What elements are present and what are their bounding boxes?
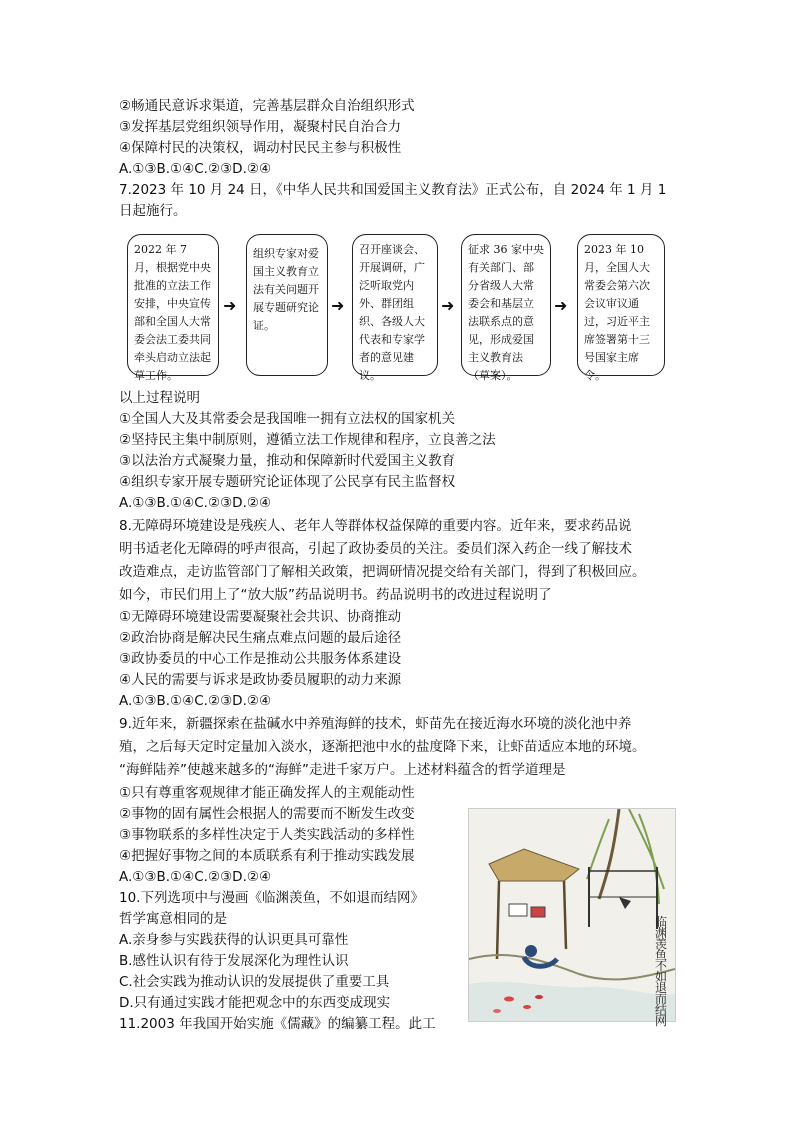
flow-arrow-icon: ➜ bbox=[554, 296, 568, 315]
q8-option-2: ②政治协商是解决民生痛点难点问题的最后途径 bbox=[119, 630, 402, 646]
q8-answers: A.①③B.①④C.②③D.②④ bbox=[119, 693, 272, 709]
flow-arrow-icon: ➜ bbox=[223, 296, 237, 315]
q8-stem-line1: 8.无障碍环境建设是残疾人、老年人等群体权益保障的重要内容。近年来，要求药品说 bbox=[119, 518, 632, 534]
q10-stem-line1: 10.下列选项中与漫画《临渊羡鱼，不如退而结网》 bbox=[119, 890, 424, 906]
cartoon-drawing bbox=[469, 809, 675, 1021]
q9-option-4: ④把握好事物之间的本质联系有利于推动实践发展 bbox=[119, 848, 415, 864]
q8-option-4: ④人民的需要与诉求是政协委员履职的动力来源 bbox=[119, 672, 402, 688]
cartoon-image bbox=[468, 808, 676, 1028]
flow-step-4: 征求 36 家中央有关部门、部分省级人大常委会和基层立法联系点的意见，形成爱国主义教育法（草案）。 bbox=[461, 234, 551, 376]
flow-step-3: 召开座谈会、开展调研，广泛听取党内外、群团组织、各级人大代表和专家学者的意见建议。 bbox=[352, 234, 438, 376]
q10-option-d: D.只有通过实践才能把观念中的东西变成现实 bbox=[119, 995, 391, 1011]
q10-option-c: C.社会实践为推动认识的发展提供了重要工具 bbox=[119, 974, 390, 990]
flow-step-5: 2023 年 10 月，全国人大常委会第六次会议审议通过，习近平主席签署第十三号国家主席令。 bbox=[577, 234, 665, 376]
q6-option-3: ③发挥基层党组织领导作用，凝聚村民自治合力 bbox=[119, 119, 402, 135]
q9-option-1: ①只有尊重客观规律才能正确发挥人的主观能动性 bbox=[119, 785, 415, 801]
q8-stem-line4: 如今，市民们用上了“放大版”药品说明书。药品说明书的改进过程说明了 bbox=[119, 587, 552, 603]
q11-stem-line1: 11.2003 年我国开始实施《儒藏》的编纂工程。此工 bbox=[119, 1016, 436, 1032]
q10-option-b: B.感性认识有待于发展深化为理性认识 bbox=[119, 953, 349, 969]
q9-option-3: ③事物联系的多样性决定于人类实践活动的多样性 bbox=[119, 827, 415, 843]
q7-answers: A.①③B.①④C.②③D.②④ bbox=[119, 495, 272, 511]
q10-option-a: A.亲身参与实践获得的认识更具可靠性 bbox=[119, 932, 349, 948]
flow-step-2: 组织专家对爱国主义教育立法有关问题开展专题研究论证。 bbox=[246, 234, 328, 376]
q7-lead: 以上过程说明 bbox=[119, 390, 200, 406]
cartoon-caption: 临渊羡鱼不如退而结网 bbox=[655, 915, 668, 1028]
q8-option-1: ①无障碍环境建设需要凝聚社会共识、协商推动 bbox=[119, 609, 402, 625]
q6-option-4: ④保障村民的决策权，调动村民民主参与积极性 bbox=[119, 140, 402, 156]
q10-stem-line2: 哲学寓意相同的是 bbox=[119, 911, 227, 927]
q9-answers: A.①③B.①④C.②③D.②④ bbox=[119, 869, 272, 885]
q6-option-2: ②畅通民意诉求渠道，完善基层群众自治组织形式 bbox=[119, 98, 415, 114]
q6-answers: A.①③B.①④C.②③D.②④ bbox=[119, 161, 272, 177]
q8-stem-line3: 改造难点，走访监管部门了解相关政策，把调研情况提交给有关部门，得到了积极回应。 bbox=[119, 564, 646, 580]
q7-option-1: ①全国人大及其常委会是我国唯一拥有立法权的国家机关 bbox=[119, 411, 456, 427]
flow-step-1: 2022 年 7 月，根据党中央批准的立法工作安排，中央宣传部和全国人大常委会法工委共同牵头启动立法起草工作。 bbox=[127, 234, 219, 376]
q9-stem-line1: 9.近年来，新疆探索在盐碱水中养殖海鲜的技术，虾苗先在接近海水环境的淡化池中养 bbox=[119, 716, 632, 732]
q7-option-2: ②坚持民主集中制原则，遵循立法工作规律和程序，立良善之法 bbox=[119, 432, 496, 448]
q7-option-4: ④组织专家开展专题研究论证体现了公民享有民主监督权 bbox=[119, 474, 456, 490]
q8-stem-line2: 明书适老化无障碍的呼声很高，引起了政协委员的关注。委员们深入药企一线了解技术 bbox=[119, 541, 632, 557]
q8-option-3: ③政协委员的中心工作是推动公共服务体系建设 bbox=[119, 651, 402, 667]
q9-stem-line2: 殖，之后每天定时定量加入淡水，逐渐把池中水的盐度降下来，让虾苗适应本地的环境。 bbox=[119, 739, 646, 755]
flow-arrow-icon: ➜ bbox=[331, 296, 345, 315]
q7-stem-line1: 7.2023 年 10 月 24 日，《中华人民共和国爱国主义教育法》正式公布，自 2024 年 1 月 1 bbox=[119, 182, 667, 198]
flow-arrow-icon: ➜ bbox=[441, 296, 455, 315]
q7-stem-line2: 日起施行。 bbox=[119, 203, 187, 219]
q9-option-2: ②事物的固有属性会根据人的需要而不断发生改变 bbox=[119, 806, 415, 822]
q9-stem-line3: “海鲜陆养”使越来越多的“海鲜”走进千家万户。上述材料蕴含的哲学道理是 bbox=[119, 762, 566, 778]
q7-option-3: ③以法治方式凝聚力量，推动和保障新时代爱国主义教育 bbox=[119, 453, 456, 469]
q7-flowchart bbox=[119, 228, 679, 383]
